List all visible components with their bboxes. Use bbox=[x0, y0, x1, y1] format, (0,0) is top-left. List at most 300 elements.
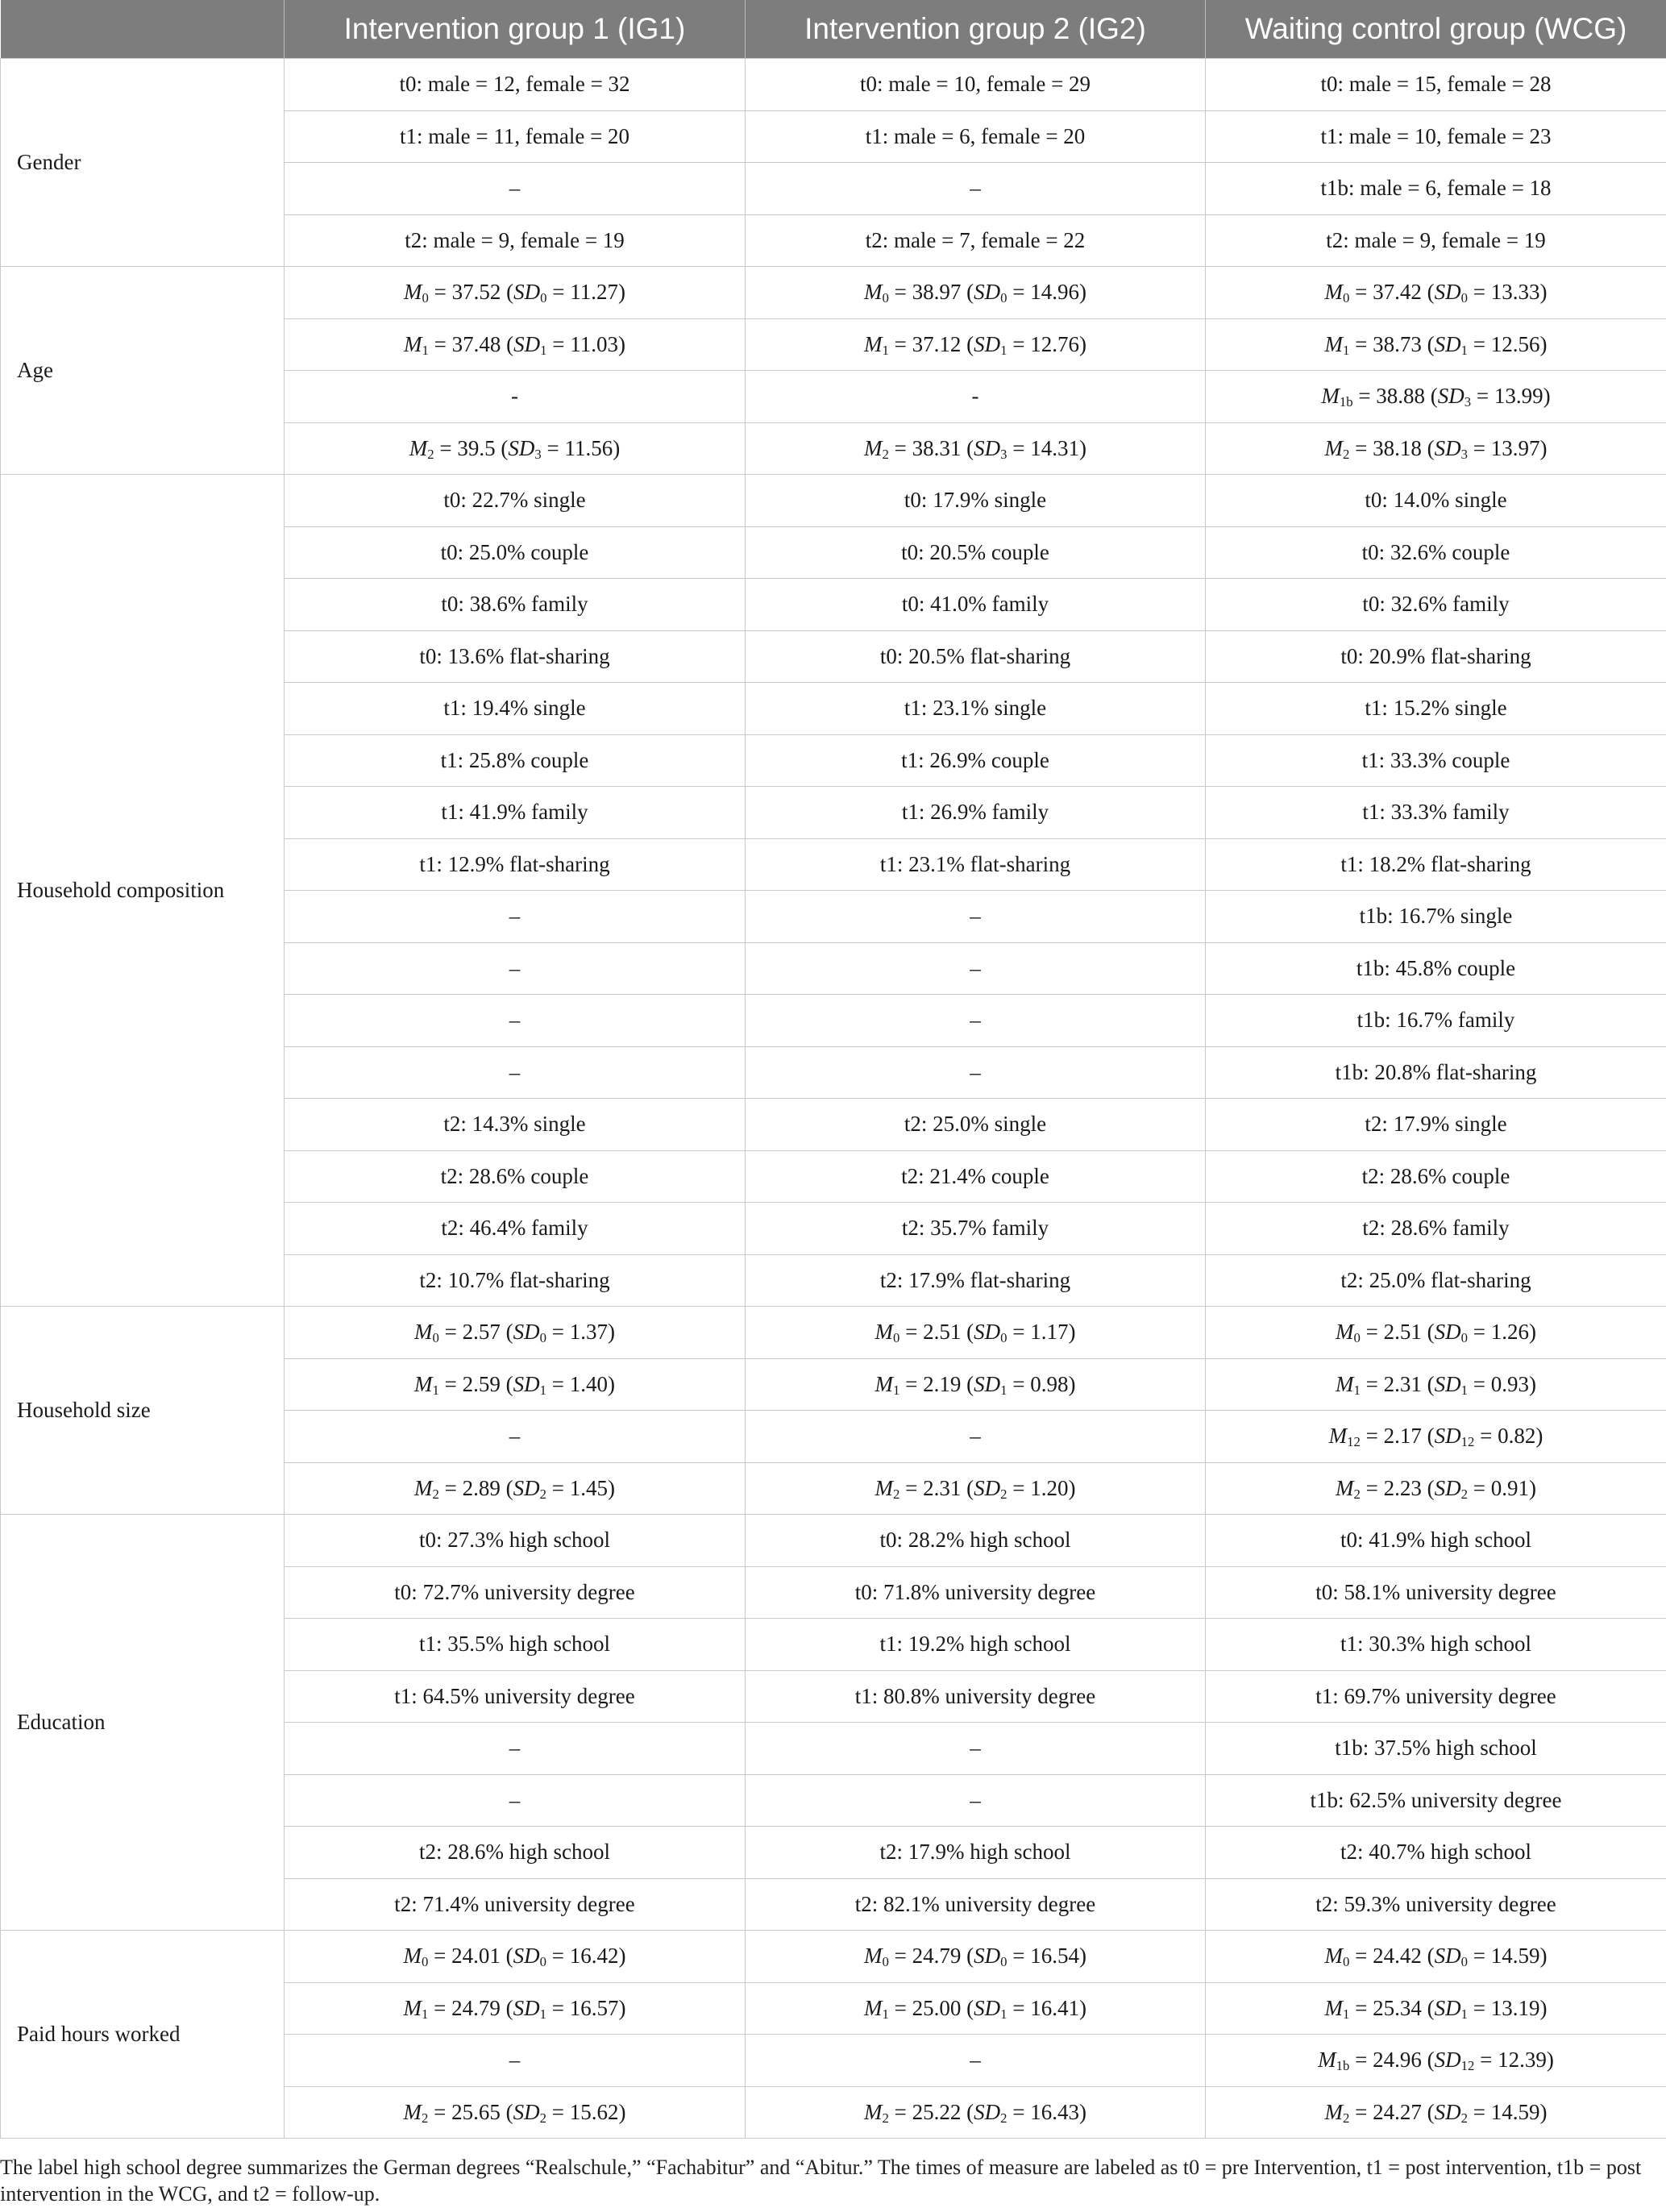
cell-ig1: t1: 25.8% couple bbox=[285, 734, 746, 787]
table-row bbox=[1, 59, 1666, 111]
cell-ig1: – bbox=[285, 1411, 746, 1463]
mean-value: 2.59 bbox=[462, 1371, 501, 1396]
mean-value: 39.5 bbox=[457, 435, 496, 460]
table-footnote: The label high school degree summarizes the German degrees “Realschule,” “Fachabitur” and “Abitur.” The times of measure are labeled as t0 = pre Intervention, t1 = post intervention, t1b = post intervention in the WCG, and t2 = follow-up. bbox=[0, 2156, 1642, 2206]
sd-symbol: SD bbox=[974, 331, 1001, 356]
cell-ig1: $M_1 = 24.79$ $(SD_1 = 16.57)$ bbox=[285, 1982, 746, 2035]
cell-ig1: t2: 14.3% single bbox=[285, 1099, 746, 1151]
mean-subscript: 1 bbox=[882, 342, 889, 358]
sd-value: 14.59 bbox=[1490, 2099, 1540, 2124]
cell-wcg: $M_1 = 2.31$ $(SD_1 = 0.93)$ bbox=[1206, 1358, 1666, 1411]
mean-subscript: 2 bbox=[1343, 446, 1350, 462]
mean-subscript: 1 bbox=[882, 2006, 889, 2022]
cell-wcg: t1b: 16.7% family bbox=[1206, 995, 1666, 1047]
sd-symbol: SD bbox=[974, 1320, 1001, 1345]
mean-symbol: M bbox=[403, 1995, 422, 2020]
cell-ig1: - bbox=[285, 371, 746, 423]
sd-subscript: 2 bbox=[1000, 1486, 1007, 1502]
cell-ig1: t1: male = 11, female = 20 bbox=[285, 110, 746, 163]
row-group-label: Paid hours worked bbox=[1, 1931, 285, 2139]
mean-value: 25.34 bbox=[1373, 1995, 1422, 2020]
cell-ig2: t0: 71.8% university degree bbox=[746, 1566, 1206, 1619]
mean-subscript: 2 bbox=[427, 446, 434, 462]
sd-value: 1.37 bbox=[569, 1320, 608, 1345]
mean-value: 38.97 bbox=[912, 280, 962, 305]
mean-subscript: 1 bbox=[432, 1382, 439, 1398]
sd-symbol: SD bbox=[513, 1995, 540, 2020]
cell-ig1: t2: 28.6% couple bbox=[285, 1150, 746, 1203]
sd-subscript: 2 bbox=[1460, 1486, 1468, 1502]
mean-subscript: 0 bbox=[893, 1330, 900, 1346]
cell-wcg: $M_{12} = 2.17$ $(SD_{12} = 0.82)$ bbox=[1206, 1411, 1666, 1463]
mean-symbol: M bbox=[864, 331, 883, 356]
sd-symbol: SD bbox=[974, 1995, 1001, 2020]
mean-value: 37.12 bbox=[912, 331, 962, 356]
cell-ig2: t1: 80.8% university degree bbox=[746, 1670, 1206, 1723]
sd-value: 1.20 bbox=[1030, 1475, 1069, 1500]
sd-value: 1.40 bbox=[569, 1371, 608, 1396]
cell-wcg: $M_0 = 37.42$ $(SD_0 = 13.33)$ bbox=[1206, 267, 1666, 319]
header-ig2: Intervention group 2 (IG2) bbox=[746, 0, 1206, 59]
sd-symbol: SD bbox=[1434, 331, 1461, 356]
cell-wcg: $M_{1b} = 24.96$ $(SD_{12} = 12.39)$ bbox=[1206, 2035, 1666, 2087]
sd-symbol: SD bbox=[974, 435, 1001, 460]
cell-ig2: t2: 21.4% couple bbox=[746, 1150, 1206, 1203]
header-wcg: Waiting control group (WCG) bbox=[1206, 0, 1666, 59]
mean-symbol: M bbox=[1318, 2048, 1336, 2073]
cell-ig1: t1: 19.4% single bbox=[285, 683, 746, 735]
sd-subscript: 0 bbox=[1460, 1954, 1468, 1970]
cell-ig2: t0: 41.0% family bbox=[746, 579, 1206, 631]
cell-ig1: – bbox=[285, 163, 746, 215]
cell-wcg: t1: male = 10, female = 23 bbox=[1206, 110, 1666, 163]
mean-subscript: 1 bbox=[893, 1382, 900, 1398]
cell-ig1: t2: male = 9, female = 19 bbox=[285, 214, 746, 267]
sd-symbol: SD bbox=[974, 1475, 1001, 1500]
cell-ig2: t0: male = 10, female = 29 bbox=[746, 59, 1206, 111]
table-body bbox=[1, 59, 1666, 2139]
cell-ig2: $M_1 = 37.12$ $(SD_1 = 12.76)$ bbox=[746, 318, 1206, 371]
mean-value: 2.51 bbox=[1383, 1320, 1422, 1345]
mean-value: 2.51 bbox=[923, 1320, 962, 1345]
mean-value: 2.89 bbox=[462, 1475, 501, 1500]
cell-ig2: – bbox=[746, 1774, 1206, 1827]
mean-subscript: 1b bbox=[1339, 394, 1353, 410]
cell-ig2: t1: 26.9% couple bbox=[746, 734, 1206, 787]
sd-symbol: SD bbox=[974, 280, 1001, 305]
cell-wcg: t0: 32.6% couple bbox=[1206, 526, 1666, 579]
cell-wcg: $M_0 = 2.51$ $(SD_0 = 1.26)$ bbox=[1206, 1307, 1666, 1359]
mean-subscript: 0 bbox=[882, 290, 889, 306]
cell-ig1: t0: 38.6% family bbox=[285, 579, 746, 631]
cell-ig2: t1: 23.1% flat-sharing bbox=[746, 838, 1206, 891]
cell-wcg: t1: 69.7% university degree bbox=[1206, 1670, 1666, 1723]
mean-subscript: 2 bbox=[1343, 2110, 1350, 2126]
sd-symbol: SD bbox=[974, 1371, 1001, 1396]
sd-subscript: 1 bbox=[1000, 1382, 1007, 1398]
sd-value: 13.19 bbox=[1490, 1995, 1540, 2020]
mean-subscript: 1 bbox=[1343, 342, 1350, 358]
cell-wcg: $M_2 = 24.27$ $(SD_2 = 14.59)$ bbox=[1206, 2086, 1666, 2139]
mean-symbol: M bbox=[414, 1371, 433, 1396]
cell-wcg: t1: 30.3% high school bbox=[1206, 1619, 1666, 1671]
cell-ig1: t0: 72.7% university degree bbox=[285, 1566, 746, 1619]
cell-ig2: t1: male = 6, female = 20 bbox=[746, 110, 1206, 163]
mean-subscript: 0 bbox=[422, 290, 429, 306]
cell-ig2: t2: 82.1% university degree bbox=[746, 1878, 1206, 1931]
sd-value: 0.93 bbox=[1490, 1371, 1529, 1396]
cell-ig2: – bbox=[746, 995, 1206, 1047]
row-group-label: Gender bbox=[1, 59, 285, 267]
mean-symbol: M bbox=[864, 2099, 883, 2124]
cell-wcg: t1b: 45.8% couple bbox=[1206, 942, 1666, 995]
mean-value: 25.00 bbox=[912, 1995, 962, 2020]
cell-ig1: t2: 46.4% family bbox=[285, 1203, 746, 1255]
sd-subscript: 1 bbox=[539, 1382, 546, 1398]
cell-ig2: $M_0 = 38.97$ $(SD_0 = 14.96)$ bbox=[746, 267, 1206, 319]
mean-value: 2.57 bbox=[462, 1320, 501, 1345]
cell-wcg: t0: 14.0% single bbox=[1206, 475, 1666, 527]
sd-value: 14.96 bbox=[1030, 280, 1079, 305]
sd-symbol: SD bbox=[513, 2099, 540, 2124]
sd-value: 16.57 bbox=[569, 1995, 619, 2020]
mean-value: 24.79 bbox=[451, 1995, 501, 2020]
cell-wcg: t2: 17.9% single bbox=[1206, 1099, 1666, 1151]
cell-ig2: t2: 17.9% high school bbox=[746, 1827, 1206, 1879]
mean-symbol: M bbox=[875, 1371, 894, 1396]
mean-subscript: 12 bbox=[1347, 1434, 1361, 1450]
mean-symbol: M bbox=[1321, 384, 1340, 409]
sd-value: 0.98 bbox=[1030, 1371, 1069, 1396]
mean-symbol: M bbox=[1336, 1371, 1354, 1396]
cell-ig2: t0: 20.5% couple bbox=[746, 526, 1206, 579]
cell-wcg: $M_1 = 38.73$ $(SD_1 = 12.56)$ bbox=[1206, 318, 1666, 371]
cell-wcg: $M_2 = 2.23$ $(SD_2 = 0.91)$ bbox=[1206, 1462, 1666, 1515]
sd-subscript: 12 bbox=[1460, 2058, 1475, 2074]
mean-value: 24.01 bbox=[451, 1944, 501, 1969]
cell-ig2: – bbox=[746, 942, 1206, 995]
sd-symbol: SD bbox=[1437, 384, 1465, 409]
sd-value: 13.97 bbox=[1490, 435, 1540, 460]
mean-symbol: M bbox=[1328, 1424, 1348, 1449]
mean-value: 24.79 bbox=[912, 1944, 962, 1969]
mean-value: 38.73 bbox=[1373, 331, 1422, 356]
cell-wcg: t1: 18.2% flat-sharing bbox=[1206, 838, 1666, 891]
mean-symbol: M bbox=[1336, 1320, 1354, 1345]
sd-symbol: SD bbox=[1434, 435, 1461, 460]
cell-ig1: $M_2 = 2.89$ $(SD_2 = 1.45)$ bbox=[285, 1462, 746, 1515]
mean-subscript: 2 bbox=[422, 2110, 429, 2126]
sd-symbol: SD bbox=[1434, 1424, 1461, 1449]
sd-value: 11.03 bbox=[570, 331, 618, 356]
cell-ig2: $M_1 = 25.00$ $(SD_1 = 16.41)$ bbox=[746, 1982, 1206, 2035]
cell-ig2: – bbox=[746, 163, 1206, 215]
sd-value: 13.99 bbox=[1494, 384, 1543, 409]
sd-subscript: 2 bbox=[539, 1486, 546, 1502]
cell-wcg: t2: 28.6% couple bbox=[1206, 1150, 1666, 1203]
cell-ig1: t1: 64.5% university degree bbox=[285, 1670, 746, 1723]
sd-subscript: 1 bbox=[1460, 1382, 1468, 1398]
mean-subscript: 0 bbox=[882, 1954, 889, 1970]
cell-ig1: $M_1 = 2.59$ $(SD_1 = 1.40)$ bbox=[285, 1358, 746, 1411]
mean-symbol: M bbox=[864, 1944, 883, 1969]
mean-symbol: M bbox=[1324, 1995, 1344, 2020]
cell-ig2: t1: 23.1% single bbox=[746, 683, 1206, 735]
cell-ig1: t2: 28.6% high school bbox=[285, 1827, 746, 1879]
sd-value: 11.27 bbox=[570, 280, 618, 305]
sd-symbol: SD bbox=[1434, 1371, 1461, 1396]
cell-wcg: t2: 28.6% family bbox=[1206, 1203, 1666, 1255]
mean-symbol: M bbox=[864, 435, 883, 460]
cell-wcg: t0: 32.6% family bbox=[1206, 579, 1666, 631]
mean-value: 38.31 bbox=[912, 435, 962, 460]
cell-wcg: t2: 59.3% university degree bbox=[1206, 1878, 1666, 1931]
sd-subscript: 3 bbox=[534, 446, 542, 462]
mean-value: 37.48 bbox=[451, 331, 501, 356]
mean-subscript: 0 bbox=[432, 1330, 439, 1346]
sd-value: 16.42 bbox=[569, 1944, 619, 1969]
row-group-label: Household composition bbox=[1, 475, 285, 1307]
cell-ig1: t2: 71.4% university degree bbox=[285, 1878, 746, 1931]
cell-wcg: t2: 25.0% flat-sharing bbox=[1206, 1254, 1666, 1307]
sd-value: 1.26 bbox=[1490, 1320, 1529, 1345]
sd-symbol: SD bbox=[974, 1944, 1001, 1969]
cell-wcg: t0: male = 15, female = 28 bbox=[1206, 59, 1666, 111]
mean-symbol: M bbox=[403, 1944, 422, 1969]
cell-ig2: t0: 17.9% single bbox=[746, 475, 1206, 527]
mean-subscript: 1 bbox=[422, 342, 429, 358]
cell-wcg: t1b: 16.7% single bbox=[1206, 891, 1666, 943]
sd-subscript: 0 bbox=[1000, 1330, 1007, 1346]
sd-symbol: SD bbox=[513, 280, 541, 305]
cell-ig2: t2: 25.0% single bbox=[746, 1099, 1206, 1151]
cell-wcg: $M_{1b} = 38.88$ $(SD_3 = 13.99)$ bbox=[1206, 371, 1666, 423]
mean-value: 2.31 bbox=[1383, 1371, 1422, 1396]
mean-subscript: 2 bbox=[893, 1486, 900, 1502]
mean-symbol: M bbox=[409, 435, 428, 460]
sd-subscript: 0 bbox=[540, 290, 547, 306]
cell-ig2: t2: 17.9% flat-sharing bbox=[746, 1254, 1206, 1307]
sd-subscript: 1 bbox=[540, 342, 547, 358]
mean-subscript: 2 bbox=[882, 446, 889, 462]
cell-ig2: $M_0 = 2.51$ $(SD_0 = 1.17)$ bbox=[746, 1307, 1206, 1359]
sd-subscript: 3 bbox=[1000, 446, 1007, 462]
sd-subscript: 1 bbox=[1460, 2006, 1468, 2022]
cell-wcg: $M_0 = 24.42$ $(SD_0 = 14.59)$ bbox=[1206, 1931, 1666, 1983]
mean-subscript: 0 bbox=[1343, 1954, 1350, 1970]
cell-ig1: t1: 12.9% flat-sharing bbox=[285, 838, 746, 891]
sd-value: 16.54 bbox=[1030, 1944, 1079, 1969]
cell-ig1: – bbox=[285, 2035, 746, 2087]
cell-wcg: t1: 15.2% single bbox=[1206, 683, 1666, 735]
table-header bbox=[1, 0, 1666, 59]
sd-symbol: SD bbox=[513, 1371, 540, 1396]
cell-ig2: – bbox=[746, 1723, 1206, 1775]
mean-subscript: 0 bbox=[1343, 290, 1350, 306]
sd-value: 14.59 bbox=[1490, 1944, 1540, 1969]
cell-wcg: t0: 20.9% flat-sharing bbox=[1206, 630, 1666, 683]
cell-ig2: – bbox=[746, 1046, 1206, 1099]
sd-value: 15.62 bbox=[569, 2099, 619, 2124]
sd-symbol: SD bbox=[1434, 1944, 1461, 1969]
sd-subscript: 12 bbox=[1460, 1434, 1475, 1450]
sd-subscript: 0 bbox=[1460, 290, 1468, 306]
mean-value: 24.42 bbox=[1373, 1944, 1422, 1969]
row-group-label: Age bbox=[1, 267, 285, 475]
header-row bbox=[1, 0, 1666, 59]
cell-ig1: t0: 27.3% high school bbox=[285, 1515, 746, 1567]
cell-wcg: t1: 33.3% family bbox=[1206, 787, 1666, 839]
sd-subscript: 3 bbox=[1464, 394, 1472, 410]
mean-value: 37.52 bbox=[451, 280, 501, 305]
mean-symbol: M bbox=[1324, 2099, 1344, 2124]
sd-subscript: 0 bbox=[1000, 290, 1007, 306]
table-row bbox=[1, 1931, 1666, 1983]
sd-symbol: SD bbox=[1434, 2048, 1461, 2073]
cell-wcg: t1: 33.3% couple bbox=[1206, 734, 1666, 787]
sd-symbol: SD bbox=[513, 1475, 540, 1500]
mean-subscript: 1 bbox=[1353, 1382, 1361, 1398]
mean-symbol: M bbox=[875, 1320, 894, 1345]
cell-ig1: t2: 10.7% flat-sharing bbox=[285, 1254, 746, 1307]
sd-value: 1.17 bbox=[1030, 1320, 1069, 1345]
mean-symbol: M bbox=[414, 1320, 433, 1345]
mean-symbol: M bbox=[875, 1475, 894, 1500]
mean-symbol: M bbox=[864, 280, 883, 305]
cell-ig1: – bbox=[285, 1774, 746, 1827]
cell-ig1: t0: 25.0% couple bbox=[285, 526, 746, 579]
cell-wcg: t1b: male = 6, female = 18 bbox=[1206, 163, 1666, 215]
cell-ig1: t1: 41.9% family bbox=[285, 787, 746, 839]
sd-value: 14.31 bbox=[1030, 435, 1079, 460]
sd-value: 0.91 bbox=[1490, 1475, 1529, 1500]
sd-symbol: SD bbox=[513, 331, 541, 356]
mean-symbol: M bbox=[404, 331, 422, 356]
cell-ig1: t0: 13.6% flat-sharing bbox=[285, 630, 746, 683]
cell-ig2: – bbox=[746, 891, 1206, 943]
sd-subscript: 0 bbox=[1460, 1330, 1468, 1346]
sd-symbol: SD bbox=[513, 1944, 540, 1969]
mean-subscript: 1 bbox=[1343, 2006, 1350, 2022]
cell-ig1: – bbox=[285, 995, 746, 1047]
cell-ig2: t1: 19.2% high school bbox=[746, 1619, 1206, 1671]
sd-subscript: 1 bbox=[1000, 342, 1007, 358]
sd-symbol: SD bbox=[1434, 2099, 1461, 2124]
cell-ig1: t0: male = 12, female = 32 bbox=[285, 59, 746, 111]
cell-wcg: t1b: 20.8% flat-sharing bbox=[1206, 1046, 1666, 1099]
cell-ig1: – bbox=[285, 1723, 746, 1775]
row-group-label: Household size bbox=[1, 1307, 285, 1515]
cell-ig2: $M_2 = 2.31$ $(SD_2 = 1.20)$ bbox=[746, 1462, 1206, 1515]
header-blank-cell bbox=[1, 0, 285, 59]
mean-value: 2.17 bbox=[1383, 1424, 1422, 1449]
mean-subscript: 1 bbox=[422, 2006, 429, 2022]
cell-ig2: t1: 26.9% family bbox=[746, 787, 1206, 839]
sd-value: 11.56 bbox=[564, 435, 613, 460]
sd-value: 16.43 bbox=[1030, 2099, 1079, 2124]
cell-ig2: $M_2 = 38.31$ $(SD_3 = 14.31)$ bbox=[746, 422, 1206, 475]
cell-ig2: – bbox=[746, 2035, 1206, 2087]
mean-symbol: M bbox=[414, 1475, 433, 1500]
sd-symbol: SD bbox=[974, 2099, 1001, 2124]
cell-wcg: t2: 40.7% high school bbox=[1206, 1827, 1666, 1879]
cell-ig1: $M_0 = 2.57$ $(SD_0 = 1.37)$ bbox=[285, 1307, 746, 1359]
cell-ig1: $M_0 = 24.01$ $(SD_0 = 16.42)$ bbox=[285, 1931, 746, 1983]
cell-ig2: t2: 35.7% family bbox=[746, 1203, 1206, 1255]
mean-value: 25.65 bbox=[451, 2099, 501, 2124]
row-group-label: Education bbox=[1, 1515, 285, 1931]
mean-value: 24.96 bbox=[1373, 2048, 1422, 2073]
sd-symbol: SD bbox=[508, 435, 535, 460]
cell-ig1: – bbox=[285, 1046, 746, 1099]
mean-symbol: M bbox=[1324, 435, 1344, 460]
mean-subscript: 1b bbox=[1336, 2058, 1350, 2074]
sd-subscript: 0 bbox=[539, 1330, 546, 1346]
mean-symbol: M bbox=[1324, 1944, 1344, 1969]
mean-value: 37.42 bbox=[1373, 280, 1422, 305]
sd-subscript: 1 bbox=[539, 2006, 546, 2022]
sd-value: 0.82 bbox=[1498, 1424, 1536, 1449]
cell-wcg: t1b: 62.5% university degree bbox=[1206, 1774, 1666, 1827]
cell-wcg: t2: male = 9, female = 19 bbox=[1206, 214, 1666, 267]
mean-subscript: 2 bbox=[432, 1486, 439, 1502]
cell-ig1: $M_1 = 37.48$ $(SD_1 = 11.03)$ bbox=[285, 318, 746, 371]
cell-ig1: $M_2 = 25.65$ $(SD_2 = 15.62)$ bbox=[285, 2086, 746, 2139]
table-row bbox=[1, 475, 1666, 527]
mean-value: 38.88 bbox=[1376, 384, 1426, 409]
sd-symbol: SD bbox=[1434, 1995, 1461, 2020]
cell-ig1: t0: 22.7% single bbox=[285, 475, 746, 527]
cell-ig1: t1: 35.5% high school bbox=[285, 1619, 746, 1671]
cell-ig1: $M_0 = 37.52$ $(SD_0 = 11.27)$ bbox=[285, 267, 746, 319]
mean-symbol: M bbox=[1324, 331, 1344, 356]
sd-subscript: 0 bbox=[539, 1954, 546, 1970]
cell-wcg: t0: 41.9% high school bbox=[1206, 1515, 1666, 1567]
mean-symbol: M bbox=[1324, 280, 1344, 305]
mean-symbol: M bbox=[864, 1995, 883, 2020]
cell-ig2: t0: 28.2% high school bbox=[746, 1515, 1206, 1567]
cell-ig2: - bbox=[746, 371, 1206, 423]
sd-value: 12.56 bbox=[1490, 331, 1540, 356]
cell-ig2: $M_1 = 2.19$ $(SD_1 = 0.98)$ bbox=[746, 1358, 1206, 1411]
header-ig1: Intervention group 1 (IG1) bbox=[285, 0, 746, 59]
sd-value: 16.41 bbox=[1030, 1995, 1079, 2020]
mean-value: 2.31 bbox=[923, 1475, 962, 1500]
mean-value: 24.27 bbox=[1373, 2099, 1422, 2124]
sd-symbol: SD bbox=[1434, 280, 1461, 305]
cell-ig2: $M_0 = 24.79$ $(SD_0 = 16.54)$ bbox=[746, 1931, 1206, 1983]
mean-value: 2.23 bbox=[1383, 1475, 1422, 1500]
cell-ig2: $M_2 = 25.22$ $(SD_2 = 16.43)$ bbox=[746, 2086, 1206, 2139]
mean-subscript: 2 bbox=[1353, 1486, 1361, 1502]
sd-subscript: 1 bbox=[1460, 342, 1468, 358]
mean-value: 2.19 bbox=[923, 1371, 962, 1396]
mean-symbol: M bbox=[1336, 1475, 1354, 1500]
sd-value: 12.39 bbox=[1498, 2048, 1547, 2073]
mean-subscript: 0 bbox=[422, 1954, 429, 1970]
sd-subscript: 2 bbox=[1460, 2110, 1468, 2126]
mean-symbol: M bbox=[403, 2099, 422, 2124]
cell-wcg: $M_1 = 25.34$ $(SD_1 = 13.19)$ bbox=[1206, 1982, 1666, 2035]
mean-value: 25.22 bbox=[912, 2099, 962, 2124]
sd-subscript: 2 bbox=[539, 2110, 546, 2126]
sd-value: 13.33 bbox=[1490, 280, 1540, 305]
cell-wcg: t0: 58.1% university degree bbox=[1206, 1566, 1666, 1619]
mean-symbol: M bbox=[404, 280, 422, 305]
sd-symbol: SD bbox=[1434, 1320, 1461, 1345]
cell-ig1: – bbox=[285, 942, 746, 995]
cell-ig2: t2: male = 7, female = 22 bbox=[746, 214, 1206, 267]
